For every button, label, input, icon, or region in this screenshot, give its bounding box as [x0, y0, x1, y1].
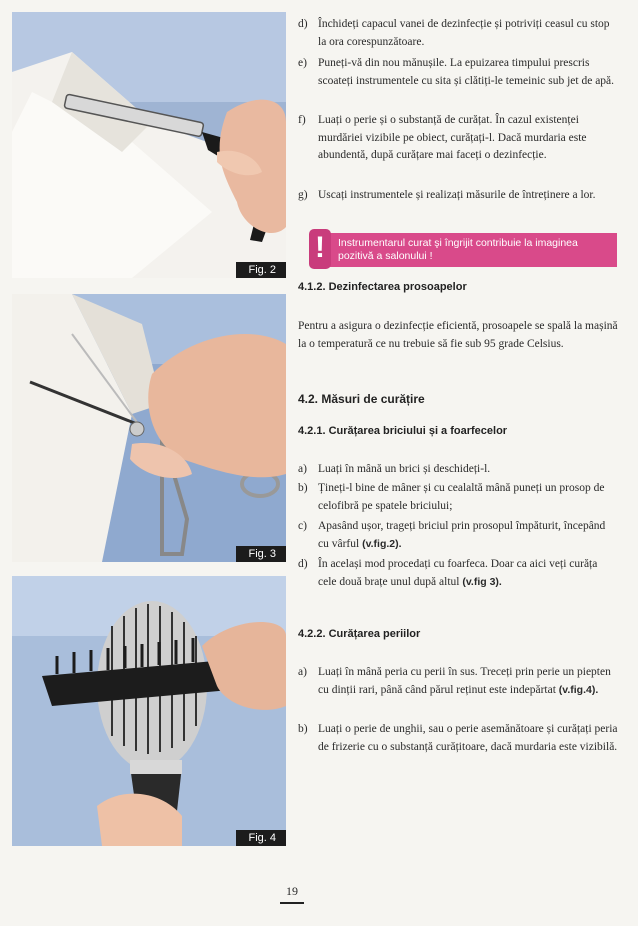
step-text: Țineți-l bine de mâner și cu cealaltă mână puneți un prosop de celofibră pe spatele briciului;: [318, 482, 605, 512]
step-brush-b: [298, 721, 618, 756]
step-marker: a): [298, 463, 307, 475]
step-text: Apasând ușor, trageți briciul prin prosopul împăturit, începând cu vârful: [318, 520, 606, 550]
step-text: Luați o perie și o substanță de curățat. În cazul existenței murdăriei vizibile pe obiect, curățați-l. Dacă murdaria este abundentă, după curățare mai faceți o dezinfecție.: [318, 114, 587, 162]
step-top-f: [298, 112, 618, 165]
step-marker: b): [298, 482, 308, 494]
heading-4-2-2: 4.2.2. Curățarea periilor: [298, 628, 421, 640]
note-text: Instrumentarul curat şi îngrijit contribuie la imaginea pozitivă a salonului !: [338, 237, 578, 262]
page-number-underline: [280, 902, 304, 904]
figure-4-photo: [12, 576, 286, 846]
step-text: În același mod procedați cu foarfeca. Doar ca aici veți curăța cele două brațe unul după altul: [318, 558, 598, 588]
step-marker: g): [298, 189, 308, 201]
step-text: Luați în mână un brici și deschideți-l.: [318, 463, 491, 475]
step-marker: e): [298, 57, 307, 69]
figure-3-caption: Fig. 3: [236, 546, 286, 562]
step-top-e: [298, 55, 618, 90]
exclamation-icon: !: [309, 229, 331, 269]
step-razor-c: [298, 518, 618, 553]
step-text: Luați o perie de unghii, sau o perie asemănătoare și curățați peria de frizerie cu o substanță curățitoare, dacă murdaria este vizibilă.: [318, 723, 618, 753]
figure-reference: (v.fig 3).: [462, 575, 502, 588]
step-top-g: [298, 187, 618, 205]
figure-4-caption: Fig. 4: [236, 830, 286, 846]
step-marker: f): [298, 114, 306, 126]
step-text: Închideți capacul vanei de dezinfecție și potriviți ceasul cu stop la ora corespunzătoare.: [318, 18, 610, 48]
figure-reference: (v.fig.2).: [362, 537, 402, 550]
step-text: Uscați instrumentele și realizați măsurile de întreținere a lor.: [318, 189, 596, 201]
step-top-d: [298, 16, 618, 51]
step-razor-b: [298, 480, 618, 515]
step-text: Luați în mână peria cu perii în sus. Treceți prin perie un piepten cu dinții rari, până când părul reținut este indepărtat: [318, 666, 611, 696]
page-number: 19: [286, 884, 298, 898]
figure-2-photo: [12, 12, 286, 278]
step-razor-a: [298, 461, 618, 479]
step-razor-d: [298, 556, 618, 591]
step-marker: b): [298, 723, 308, 735]
heading-4-1-2: 4.1.2. Dezinfectarea prosoapelor: [298, 281, 467, 293]
step-marker: a): [298, 666, 307, 678]
step-brush-a: [298, 664, 618, 699]
note-box: [314, 233, 617, 267]
heading-4-2-1: 4.2.1. Curățarea briciului și a foarfecelor: [298, 425, 508, 437]
figure-2-caption: Fig. 2: [236, 262, 286, 278]
paragraph-towels: Pentru a asigura o dezinfecție eficientă, prosoapele se spală la mașină la o temperatură ce nu trebuie să fie sub 95 grade Celsius.: [298, 320, 618, 350]
step-marker: d): [298, 558, 308, 570]
step-text: Puneți-vă din nou mănușile. La epuizarea timpului prescris scoateți instrumentele cu sita și clătiți-le temeinic sub jet de apă.: [318, 57, 615, 87]
figure-3-photo: [12, 294, 286, 562]
heading-4-2: 4.2. Măsuri de curățire: [298, 392, 425, 406]
figure-reference: (v.fig.4).: [558, 683, 599, 696]
step-marker: c): [298, 520, 307, 532]
step-marker: d): [298, 18, 308, 30]
